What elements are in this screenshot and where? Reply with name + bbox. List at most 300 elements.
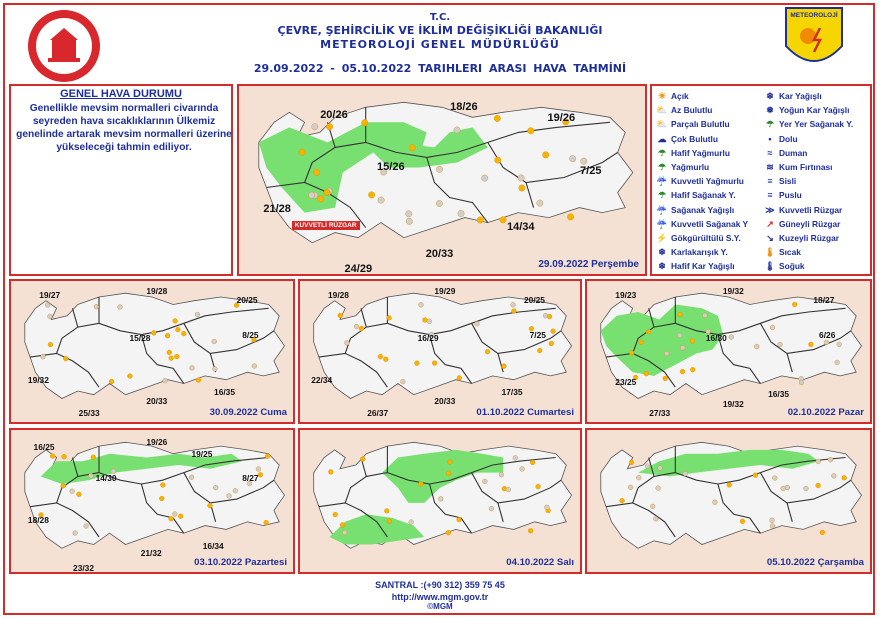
temperature-label: 7/25 <box>529 330 546 341</box>
weather-icon <box>423 318 428 323</box>
weather-icon <box>212 339 217 344</box>
weather-icon <box>415 361 420 366</box>
legend-item <box>656 103 712 117</box>
temperature-label: 16/25 <box>33 441 55 452</box>
legend-label: Yağmurlu <box>671 162 710 172</box>
legend-label: Hafif Sağanak Y. <box>671 190 736 201</box>
legend-item <box>764 259 805 273</box>
weather-icon <box>169 356 174 361</box>
weather-icon <box>646 329 651 334</box>
legend-label: Yer Yer Sağanak Y. <box>779 119 854 130</box>
footer-website[interactable]: http://www.mgm.gov.tr <box>391 592 489 602</box>
weather-icon <box>528 128 534 134</box>
weather-icon <box>62 454 67 459</box>
weather-icon <box>804 486 809 491</box>
day-label: 01.10.2022 Cumartesi <box>476 407 574 418</box>
heavy-shower-icon: ☔ <box>656 218 668 229</box>
temperature-label: 18/26 <box>450 101 478 114</box>
temperature-label: 16/35 <box>214 386 235 397</box>
temperature-label: 18/27 <box>813 295 835 306</box>
weather-icon <box>645 464 650 469</box>
legend-label: Kuvvetli Sağanak Y <box>671 218 749 229</box>
partly-cloudy-icon: ⛅ <box>656 119 668 130</box>
weather-icon <box>333 512 338 517</box>
temperature-label: 19/29 <box>434 285 456 296</box>
temperature-label: 16/34 <box>202 541 224 552</box>
weather-icon <box>163 378 168 383</box>
weather-icon <box>570 156 576 162</box>
weather-icon <box>48 314 53 319</box>
legend-item <box>656 259 735 273</box>
weather-icon <box>518 175 524 181</box>
weather-icon <box>409 145 415 151</box>
weather-icon <box>70 489 75 494</box>
weather-icon <box>678 312 683 317</box>
sun-icon: ☀ <box>657 91 667 101</box>
cold-icon: 🌡 <box>764 261 776 272</box>
weather-icon <box>549 341 554 346</box>
weather-icon <box>454 127 460 133</box>
weather-icon <box>816 459 821 464</box>
legend-item <box>764 203 842 217</box>
weather-icon <box>530 460 535 465</box>
weather-icon <box>536 484 541 489</box>
temperature-label: 26/37 <box>367 407 389 418</box>
legend-label: Hafif Kar Yağışlı <box>671 261 735 272</box>
weather-icon <box>438 497 443 502</box>
weather-icon <box>663 376 668 381</box>
weather-icon <box>264 520 269 525</box>
weather-icon <box>644 371 649 376</box>
shower-icon: ☔ <box>656 204 668 215</box>
weather-icon <box>227 494 232 499</box>
weather-icon <box>842 475 847 480</box>
light-snow-icon: ❄ <box>658 261 666 272</box>
weather-icon <box>489 506 494 511</box>
south-wind-icon: ↗ <box>766 218 774 229</box>
map-day-4 <box>585 279 872 424</box>
weather-icon <box>384 509 389 514</box>
weather-icon <box>342 530 347 535</box>
temperature-label: 6/26 <box>819 330 836 341</box>
temperature-label: 19/32 <box>722 398 744 409</box>
legend-item <box>656 231 741 245</box>
weather-icon <box>328 470 333 475</box>
sandstorm-icon: ≋ <box>766 162 774 172</box>
weather-icon <box>165 333 170 338</box>
weather-icon <box>816 483 821 488</box>
weather-icon <box>109 379 114 384</box>
weather-icon <box>770 524 775 529</box>
day-label: 04.10.2022 Salı <box>506 557 574 568</box>
strong-wind-annotation: KUVVETLİ RÜZGAR <box>292 221 360 230</box>
light-rain-icon: ☂ <box>657 147 667 158</box>
temperature-label: 19/32 <box>722 285 744 296</box>
weather-icon <box>477 217 483 223</box>
weather-icon <box>48 342 53 347</box>
light-shower-icon: ☂ <box>657 190 667 201</box>
legend-item <box>764 89 822 103</box>
map-day-6 <box>298 428 582 574</box>
legend-label: Açık <box>671 91 689 101</box>
legend-item <box>764 146 807 160</box>
legend-item <box>656 117 730 131</box>
weather-icon <box>683 471 688 476</box>
weather-icon <box>457 517 462 522</box>
legend-item <box>656 203 734 217</box>
weather-icon <box>406 211 412 217</box>
weather-icon <box>94 304 99 309</box>
weather-icon <box>512 309 517 314</box>
weather-icon <box>195 312 200 317</box>
weather-icon <box>190 366 195 371</box>
day-label: 30.09.2022 Cuma <box>209 407 287 418</box>
map-day-3 <box>298 279 582 424</box>
temperature-label: 20/33 <box>425 247 454 260</box>
map-day-2 <box>9 279 295 424</box>
temperature-label: 19/26 <box>547 112 576 125</box>
legend-label: Parçalı Bulutlu <box>671 119 730 130</box>
legend-label: Puslu <box>779 190 802 201</box>
legend-label: Hafif Yağmurlu <box>671 147 730 158</box>
weather-icon <box>427 319 432 324</box>
legend-label: Az Bulutlu <box>671 105 713 116</box>
weather-icon <box>713 500 718 505</box>
weather-icon <box>727 483 732 488</box>
weather-icon <box>213 367 218 372</box>
heavy-snow-icon: ❅ <box>766 105 774 116</box>
temperature-label: 25/33 <box>78 407 100 418</box>
turkey-map <box>300 430 580 572</box>
weather-icon <box>419 302 424 307</box>
temperature-label: 19/23 <box>615 290 637 301</box>
weather-icon <box>318 196 324 202</box>
legend-label: Çok Bulutlu <box>671 133 718 144</box>
legend-label: Kuvvetli Rüzgar <box>779 204 843 215</box>
temperature-label: 20/33 <box>434 396 456 407</box>
weather-icon <box>436 166 442 172</box>
weather-icon <box>656 486 661 491</box>
temperature-label: 22/34 <box>311 375 333 385</box>
weather-icon <box>173 319 178 324</box>
weather-icon <box>196 378 201 383</box>
temperature-label: 14/30 <box>95 472 117 483</box>
temperature-label: 16/30 <box>705 332 727 343</box>
weather-icon <box>537 200 543 206</box>
weather-icon <box>361 457 366 462</box>
weather-icon <box>629 460 634 465</box>
weather-icon <box>664 351 669 356</box>
legend-label: Sıcak <box>779 247 801 258</box>
weather-icon <box>499 472 504 477</box>
weather-icon <box>362 120 368 126</box>
weather-icon <box>537 348 542 353</box>
cloudy-icon: ☁ <box>657 133 667 144</box>
weather-icon <box>495 157 501 163</box>
weather-icon <box>513 455 518 460</box>
weather-icon <box>378 354 383 359</box>
weather-icon <box>551 329 556 334</box>
mixed-icon: ❄ <box>658 247 666 258</box>
weather-icon <box>703 313 708 318</box>
weather-icon <box>567 214 573 220</box>
weather-icon <box>770 325 775 330</box>
weather-icon <box>543 152 549 158</box>
weather-icon <box>482 175 488 181</box>
weather-icon <box>653 516 658 521</box>
temperature-label: 8/25 <box>242 330 259 341</box>
weather-icon <box>485 349 490 354</box>
legend-item <box>656 132 718 146</box>
weather-icon <box>160 483 165 488</box>
weather-icon <box>690 339 695 344</box>
temperature-label: 21/28 <box>263 202 291 215</box>
weather-icon <box>61 483 66 488</box>
weather-icon <box>359 326 364 331</box>
temperature-label: 23/32 <box>73 562 94 573</box>
temperature-label: 16/29 <box>417 332 439 343</box>
legend-label: Karlakarışık Y. <box>671 247 728 258</box>
legend-item <box>764 132 798 146</box>
weather-icon <box>299 149 305 155</box>
legend-label: Kum Fırtınası <box>779 162 833 172</box>
weather-icon <box>740 519 745 524</box>
weather-icon <box>432 361 437 366</box>
weather-icon <box>824 340 829 345</box>
temperature-label: 21/32 <box>140 548 162 559</box>
snow-icon: ❄ <box>766 91 774 101</box>
weather-icon <box>620 498 625 503</box>
weather-icon <box>338 313 343 318</box>
map-day-7 <box>585 428 872 574</box>
weather-icon <box>118 305 123 310</box>
legend-label: Sağanak Yağışlı <box>671 204 735 215</box>
legend-item <box>764 217 840 231</box>
weather-icon <box>690 367 695 372</box>
legend-label: Yoğun Kar Yağışlı <box>779 105 850 116</box>
forecast-subtitle: 29.09.2022 - 05.10.2022 TARIHLERI ARASI HAVA TAHMİNİ <box>253 62 627 75</box>
weather-icon <box>458 210 464 216</box>
logo-text: METEOROLOJİ <box>790 12 838 19</box>
weather-icon <box>308 192 314 198</box>
weather-icon <box>772 476 777 481</box>
weather-icon <box>368 192 374 198</box>
hot-icon: 🌡 <box>764 247 776 258</box>
weather-icon <box>345 340 350 345</box>
hail-icon: • <box>768 133 772 144</box>
weather-icon <box>778 342 783 347</box>
weather-icon <box>799 380 804 385</box>
rain-icon: ☂ <box>657 162 667 172</box>
weather-icon <box>89 473 94 478</box>
weather-icon <box>511 302 516 307</box>
footer-copyright: ©MGM <box>427 602 453 611</box>
temperature-label: 19/27 <box>39 290 61 301</box>
temperature-label: 19/28 <box>146 285 168 296</box>
smoke-icon: ≈ <box>767 147 773 158</box>
weather-icon <box>792 302 797 307</box>
weather-icon <box>189 475 194 480</box>
weather-icon <box>406 218 412 224</box>
heavy-rain-icon: ☔ <box>656 176 668 187</box>
temperature-label: 20/26 <box>320 108 348 121</box>
weather-icon <box>84 524 89 529</box>
weather-icon <box>457 376 462 381</box>
temperature-label: 7/25 <box>580 164 602 177</box>
legend-label: Soğuk <box>779 261 805 272</box>
weather-icon <box>401 379 406 384</box>
weather-icon <box>528 528 533 533</box>
legend-item <box>764 231 839 245</box>
temperature-label: 19/26 <box>146 437 168 448</box>
weather-icon <box>73 531 78 536</box>
legend-item <box>764 245 801 259</box>
temperature-label: 20/25 <box>524 295 545 306</box>
weather-icon <box>581 158 587 164</box>
weather-icon <box>169 516 174 521</box>
weather-icon <box>178 514 183 519</box>
legend-label: Sisli <box>779 176 797 187</box>
legend-item <box>656 160 709 174</box>
temperature-label: 19/25 <box>191 448 213 459</box>
temperature-label: 23/25 <box>615 377 637 388</box>
weather-icon <box>754 344 759 349</box>
temperature-label: 27/33 <box>649 407 671 418</box>
temperature-label: 14/34 <box>506 221 535 234</box>
weather-icon <box>483 479 488 484</box>
weather-icon <box>213 485 218 490</box>
temperature-label: 19/28 <box>328 290 349 301</box>
legend-item <box>764 188 802 202</box>
weather-icon <box>45 303 50 308</box>
weather-icon <box>418 482 423 487</box>
weather-icon <box>91 455 96 460</box>
weather-icon <box>387 519 392 524</box>
weather-icon <box>436 200 442 206</box>
north-wind-icon: ↘ <box>766 233 774 243</box>
weather-icon <box>409 520 414 525</box>
legend-item <box>656 174 744 188</box>
turkey-map <box>239 86 645 274</box>
meteoroloji-logo <box>784 6 844 74</box>
weather-icon <box>172 512 177 517</box>
weather-icon <box>383 357 388 362</box>
weather-icon <box>729 335 734 340</box>
temperature-label: 18/28 <box>27 515 49 526</box>
weather-icon <box>256 467 261 472</box>
weather-icon <box>181 331 186 336</box>
few-clouds-icon: ⛅ <box>656 105 668 116</box>
mist-icon: ≡ <box>767 190 773 201</box>
header-directorate: METEOROLOJİ GENEL MÜDÜRLÜĞÜ <box>320 38 560 51</box>
weather-icon <box>446 530 451 535</box>
temperature-label: 8/27 <box>242 472 259 483</box>
weather-icon <box>159 496 164 501</box>
weather-icon <box>500 217 506 223</box>
weather-icon <box>828 457 833 462</box>
legend-label: Gökgürültülü S.Y. <box>671 233 741 243</box>
weather-icon <box>208 503 213 508</box>
legend-item <box>656 245 728 259</box>
legend-item <box>764 160 833 174</box>
weather-icon <box>167 350 172 355</box>
temperature-label: 17/35 <box>501 386 523 397</box>
legend-item <box>656 217 748 231</box>
fog-icon: ≡ <box>767 176 773 187</box>
legend-item <box>764 103 849 117</box>
strong-wind-icon: ≫ <box>765 204 775 215</box>
weather-icon <box>677 333 682 338</box>
weather-icon <box>41 354 46 359</box>
weather-icon <box>475 321 480 326</box>
weather-icon <box>820 530 825 535</box>
weather-icon <box>785 485 790 490</box>
weather-icon <box>340 523 345 528</box>
legend-item <box>656 188 736 202</box>
weather-icon <box>629 350 634 355</box>
weather-icon <box>324 189 330 195</box>
weather-icon <box>312 124 318 130</box>
weather-icon <box>77 492 82 497</box>
legend-label: Kuvvetli Yağmurlu <box>671 176 744 187</box>
header-line1: T.C. <box>429 12 451 23</box>
weather-icon <box>387 316 392 321</box>
weather-icon <box>326 124 332 130</box>
legend-label: Duman <box>779 147 808 158</box>
temperature-label: 16/35 <box>768 389 790 400</box>
weather-icon <box>650 504 655 509</box>
weather-icon <box>770 518 775 523</box>
day-label: 02.10.2022 Pazar <box>787 407 864 418</box>
weather-icon <box>174 354 179 359</box>
day-label: 29.09.2022 Perşembe <box>538 259 639 270</box>
weather-icon <box>354 324 359 329</box>
weather-icon <box>502 364 507 369</box>
weather-icon <box>50 454 55 459</box>
weather-icon <box>519 185 525 191</box>
weather-icon <box>313 169 319 175</box>
weather-icon <box>809 342 814 347</box>
weather-icon <box>494 115 500 121</box>
weather-icon <box>520 467 525 472</box>
weather-icon <box>128 374 133 379</box>
legend-label: Kar Yağışlı <box>779 91 822 101</box>
legend-box <box>650 84 872 276</box>
header-ministry: ÇEVRE, ŞEHİRCİLİK VE İKLİM DEĞİŞİKLİĞİ BAKANLIĞI <box>277 24 603 37</box>
turkey-map <box>587 430 870 572</box>
day-label: 05.10.2022 Çarşamba <box>766 557 864 568</box>
weather-icon <box>545 505 550 510</box>
general-weather-text: Genellikle mevsim normalleri civarında seyreden hava sıcaklıklarının Ülkemiz genelinde artarak mevsim normalleri üzerine yükseleceği tahmin ediliyor. <box>16 103 232 153</box>
legend-label: Güneyli Rüzgar <box>779 218 841 229</box>
weather-icon <box>831 474 836 479</box>
map-day-1 <box>237 84 647 276</box>
weather-icon <box>658 466 663 471</box>
temperature-label: 24/29 <box>344 262 373 275</box>
legend-item <box>656 89 689 103</box>
weather-icon <box>448 460 453 465</box>
weather-icon <box>753 473 758 478</box>
temperature-label: 19/32 <box>27 375 49 385</box>
weather-icon <box>835 360 840 365</box>
weather-icon <box>636 475 641 480</box>
weather-icon <box>628 485 633 490</box>
general-weather-title: GENEL HAVA DURUMU <box>60 88 182 100</box>
temperature-label: 20/25 <box>236 295 258 306</box>
weather-icon <box>252 364 257 369</box>
weather-icon <box>378 197 384 203</box>
temperature-label: 20/33 <box>146 396 168 407</box>
